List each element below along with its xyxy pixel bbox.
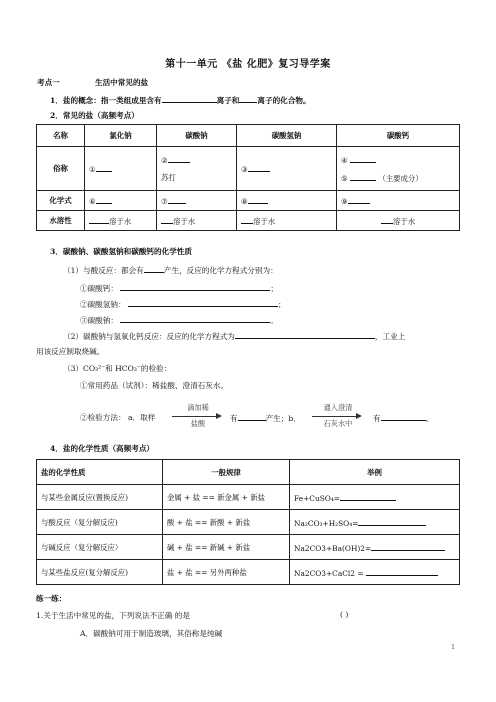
table-row: 与酸反应（复分解反应) 酸 + 盐 == 新酸 + 新盐 Na₂CO₃+H₂SO₄= bbox=[37, 510, 460, 535]
question-3-2: （2）碳酸钠与氢氧化钙反应：反应的化学方程式为 ，工业上 bbox=[63, 332, 406, 341]
kp1-name: 生活中常见的盐 bbox=[95, 78, 149, 87]
practice-heading: 练一练： bbox=[36, 594, 67, 603]
question-1: 1．盐的概念：指一类组成里含有 离子和 离子的化合物。 bbox=[50, 96, 311, 105]
question-3: 3．碳酸钠、碳酸氢钠和碳酸钙的化学性质 bbox=[50, 247, 192, 256]
table-header-row: 盐的化学性质 一般规律 举例 bbox=[37, 460, 460, 485]
salts-table bbox=[36, 124, 460, 231]
table-header-row: 名称 氯化钠 碳酸钠 碳酸氢钠 碳酸钙 bbox=[37, 125, 460, 147]
practice-q1-answer-slot: ( ) bbox=[340, 610, 349, 619]
page-title: 第十一单元 《盐 化肥》复习导学案 bbox=[165, 59, 331, 70]
question-3-1: （1）与酸反应：都会有 产生，反应的化学方程式分别为： bbox=[63, 266, 278, 275]
question-3-2-cont: 用该反应制取烧碱。 bbox=[36, 347, 105, 356]
table-row-solubility: 水溶性 溶于水 溶于水 溶于水 溶于水 bbox=[37, 211, 460, 231]
eq-na2co3: ③碳酸钠： 。 bbox=[80, 316, 278, 325]
eq-caco3: ①碳酸钙： ； bbox=[80, 284, 278, 293]
method-gas: 有 产生；b． bbox=[230, 414, 301, 423]
arrow-limewater: 通入澄清 石灰水中 bbox=[312, 403, 364, 429]
question-3-3: （3）CO₃²⁻和 HCO₃⁻的检验： bbox=[63, 364, 172, 373]
arrow-add-hcl: 滴加稀 盐酸 bbox=[172, 403, 224, 429]
table-row-common-name: 俗称 ① ② 苏打 ③ ④ ⑤ （主要成分） bbox=[37, 147, 460, 191]
question-3-3-method: ②检验方法： a．取样 bbox=[80, 413, 156, 422]
table-row-formula: 化学式 ⑥ ⑦ ⑧ ⑨ bbox=[37, 191, 460, 211]
question-4: 4．盐的化学性质（高频考点） bbox=[50, 444, 155, 453]
table-row: 与碱反应（复分解反应） 碱 + 盐 == 新碱 + 新盐 Na2CO3+Ba(OH)2= bbox=[37, 535, 460, 560]
salt-properties-table bbox=[36, 459, 460, 585]
eq-nahco3: ②碳酸氢钠： ； bbox=[80, 300, 286, 309]
question-2: 2．常见的盐（高频考点） bbox=[50, 111, 139, 120]
practice-q1: 1.关于生活中常见的盐，下列说法不正确 的是 bbox=[36, 611, 190, 620]
method-result: 有 。 bbox=[373, 414, 434, 423]
question-3-3-reagents: ①常用药品（试剂）：稀盐酸、澄清石灰水。 bbox=[80, 381, 229, 390]
practice-q1-option-a: A．碳酸钠可用于制造玻璃，其俗称是纯碱 bbox=[80, 629, 223, 638]
kp1-label: 考点一 bbox=[37, 78, 60, 87]
page-number: 1 bbox=[451, 643, 456, 651]
table-row: 与某些金属反应(置换反应) 金属 + 盐 == 新金属 + 新盐 Fe+CuSO₄= bbox=[37, 485, 460, 510]
table-row: 与某些盐反应(复分解反应) 盐 + 盐 == 另外两种盐 Na2CO3+CaCl2 = bbox=[37, 560, 460, 585]
